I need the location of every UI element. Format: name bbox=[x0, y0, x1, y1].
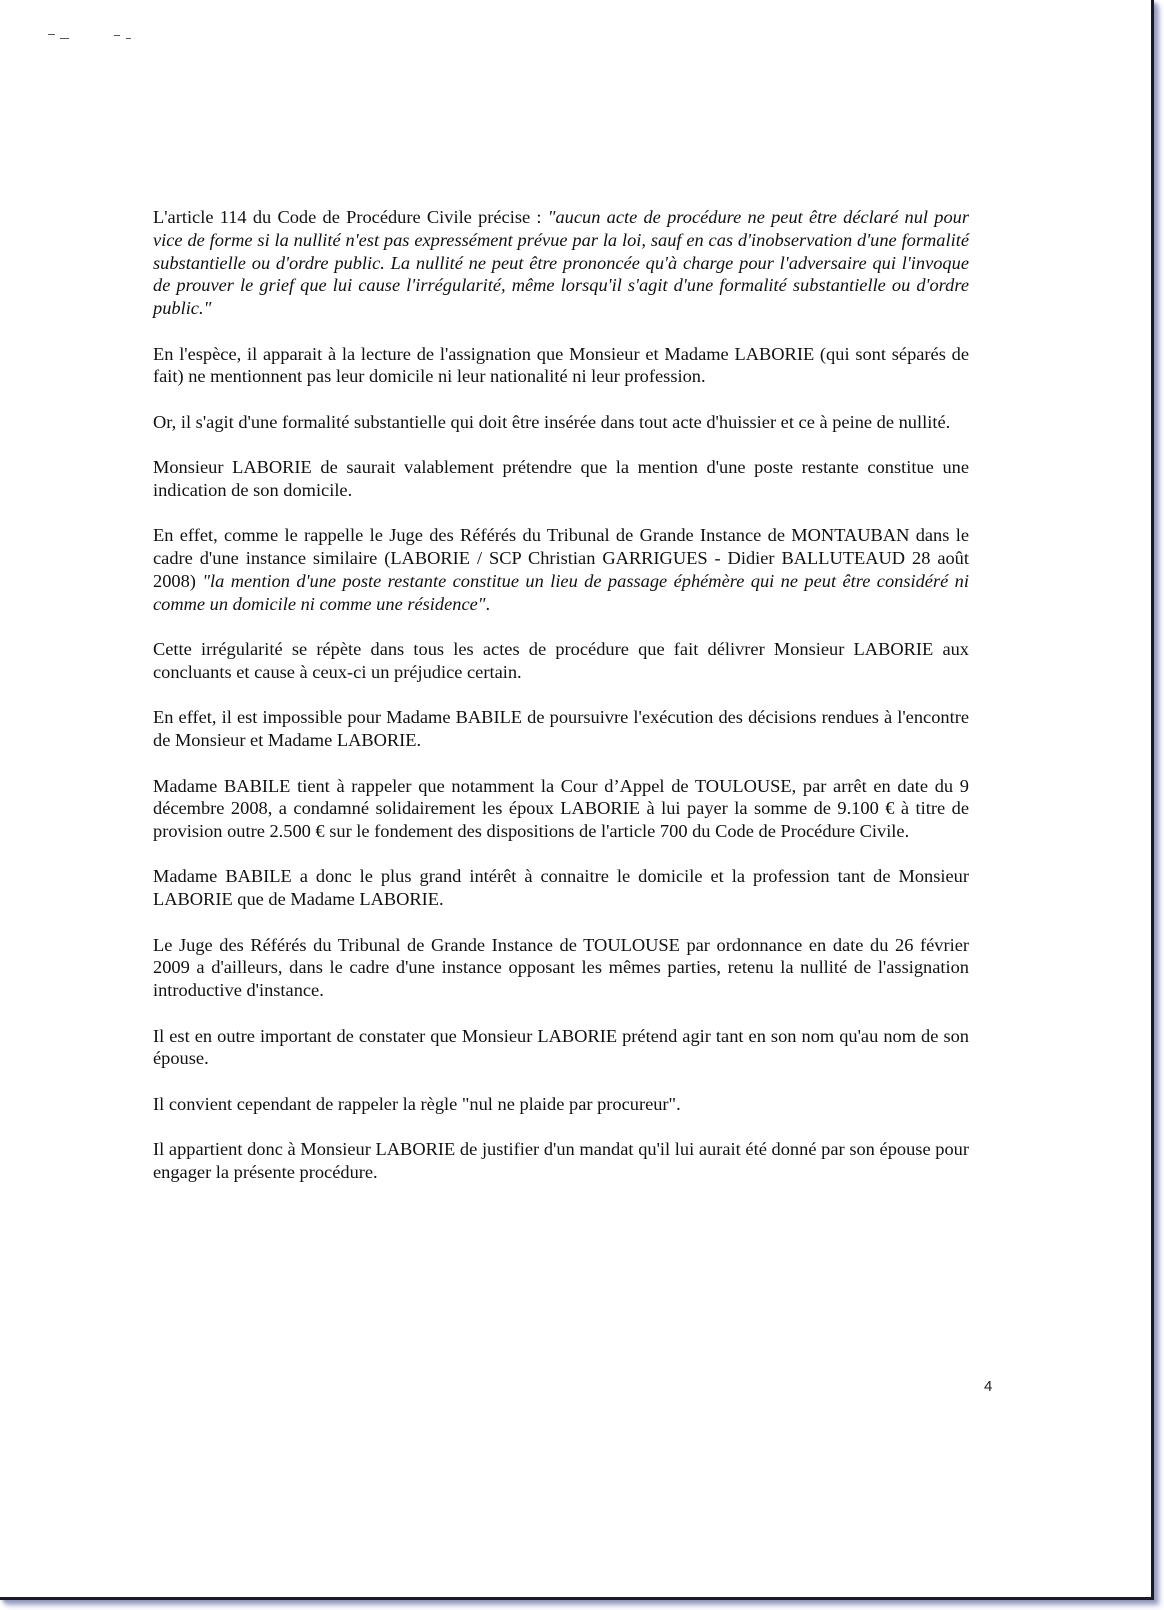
paragraph-text: En l'espèce, il apparait à la lecture de l'assignation que Monsieur et Madame LABORIE (qui sont séparés de fait) ne mentionnent pas leur domicile ni leur nationalité ni leur profession. bbox=[153, 343, 969, 387]
paragraph-text: Il est en outre important de constater que Monsieur LABORIE prétend agir tant en son nom qu'au nom de son épouse. bbox=[153, 1025, 969, 1069]
paragraph-text: Madame BABILE a donc le plus grand intérêt à connaitre le domicile et la profession tant de Monsieur LABORIE que de Madame LABORIE. bbox=[153, 866, 969, 910]
paragraph-poste-restante bbox=[153, 456, 969, 502]
paragraph-end: . bbox=[485, 593, 491, 614]
paragraph-text: L'article 114 du Code de Procédure Civile précise : bbox=[153, 207, 548, 227]
paragraph-irregularite bbox=[153, 638, 969, 684]
paragraph-formalite bbox=[153, 411, 969, 434]
paragraph-espece bbox=[153, 343, 969, 389]
paragraph-text: Cette irrégularité se répète dans tous les actes de procédure que fait délivrer Monsieur LABORIE aux concluants et cause à ceux-ci un préjudice certain. bbox=[153, 639, 969, 682]
paragraph-text: Or, il s'agit d'une formalité substantielle qui doit être insérée dans tout acte d'huissier et ce à peine de nullité. bbox=[153, 411, 951, 432]
paragraph-text: Il convient cependant de rappeler la règle "nul ne plaide par procureur". bbox=[153, 1093, 681, 1114]
paragraph-toulouse-ordonnance bbox=[153, 934, 969, 1002]
quote-article-114: "aucun acte de procédure ne peut être déclaré nul pour vice de forme si la nullité n'est pas expressément prévue par la loi, sauf en cas d'inobservation d'une formalité substantielle ou d'ordre public. La nullité ne peut être prononcée qu'à charge pour l'adversaire qui l'invoque de prouver le grief que lui cause l'irrégularité, même lorsqu'il s'agit d'une formalité substantielle ou d'ordre public." bbox=[153, 207, 969, 319]
paragraph-interet bbox=[153, 865, 969, 911]
paragraph-cour-appel bbox=[153, 775, 969, 843]
paragraph-nom-epouse bbox=[153, 1025, 969, 1071]
paragraph-montauban bbox=[153, 524, 969, 615]
paragraph-article-114 bbox=[153, 206, 969, 320]
paragraph-text: Il appartient donc à Monsieur LABORIE de justifier d'un mandat qu'il lui aurait été donné par son épouse pour engager la présente procédure. bbox=[153, 1139, 969, 1183]
paragraph-regle bbox=[153, 1093, 969, 1116]
paragraph-text: Madame BABILE tient à rappeler que notamment la Cour d’Appel de TOULOUSE, par arrêt en date du 9 décembre 2008, a condamné solidairement les époux LABORIE à lui payer la somme de 9.100 € à titre de provision outre 2.500 € sur le fondement des dispositions de l'article 700 du Code de Procédure Civile. bbox=[153, 775, 969, 842]
page-number: 4 bbox=[984, 1378, 993, 1395]
paragraph-text: En effet, comme le rappelle le Juge des Référés du Tribunal de Grande Instance de MONTAUBAN dans le cadre d'une instance similaire (LABORIE / SCP Christian GARRIGUES - Didier BALLUTEAUD 28 août 2008) bbox=[153, 525, 969, 591]
document-body bbox=[153, 206, 969, 1206]
paragraph-impossible bbox=[153, 706, 969, 752]
scan-artifacts bbox=[48, 34, 148, 40]
quote-montauban: "la mention d'une poste restante constitue un lieu de passage éphémère qui ne peut être considéré ni comme un domicile ni comme une résidence" bbox=[153, 570, 969, 614]
paragraph-mandat bbox=[153, 1138, 969, 1184]
paragraph-text: Monsieur LABORIE de saurait valablement prétendre que la mention d'une poste restante constitue une indication de son domicile. bbox=[153, 457, 969, 500]
paragraph-text: Le Juge des Référés du Tribunal de Grande Instance de TOULOUSE par ordonnance en date du 26 février 2009 a d'ailleurs, dans le cadre d'une instance opposant les mêmes parties, retenu la nullité de l'assignation introductive d'instance. bbox=[153, 934, 969, 1001]
paragraph-text: En effet, il est impossible pour Madame BABILE de poursuivre l'exécution des décisions rendues à l'encontre de Monsieur et Madame LABORIE. bbox=[153, 707, 969, 751]
